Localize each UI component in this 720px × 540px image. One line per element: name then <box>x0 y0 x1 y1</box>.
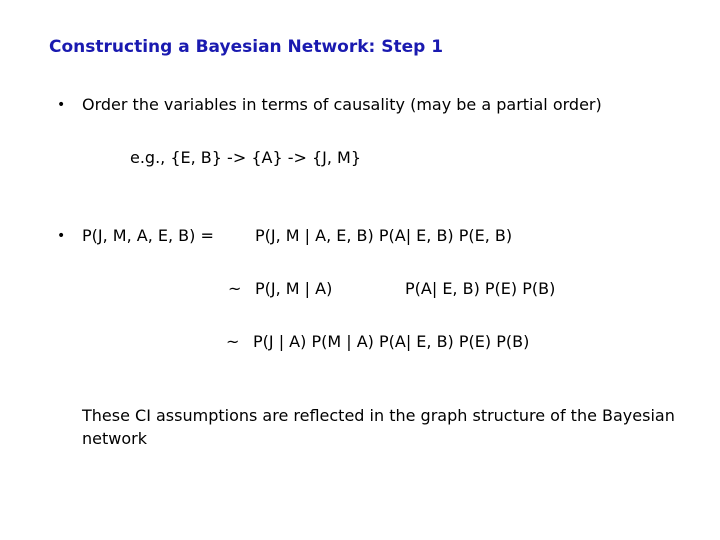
approx-1-left: P(J, M | A) <box>255 279 333 298</box>
bullet-2-glyph-visible: • <box>57 228 66 244</box>
approx-2-expression: P(J | A) P(M | A) P(A| E, B) P(E) P(B) <box>253 332 530 351</box>
approx-symbol-2: ~ <box>226 332 240 351</box>
joint-probability-lhs: P(J, M, A, E, B) = <box>82 226 214 245</box>
approx-symbol-1: ~ <box>228 279 242 298</box>
closing-paragraph: These CI assumptions are reflected in the graph structure of the Bayesian network <box>82 406 675 448</box>
bullet-1-text: Order the variables in terms of causality (may be a partial order) <box>82 95 602 114</box>
approx-1-right: P(A| E, B) P(E) P(B) <box>405 279 556 298</box>
chain-rule-rhs: P(J, M | A, E, B) P(A| E, B) P(E, B) <box>255 226 513 245</box>
slide-title: Constructing a Bayesian Network: Step 1 <box>49 37 444 57</box>
bullet-1-glyph: • <box>57 97 66 113</box>
causal-order-example: e.g., {E, B} -> {A} -> {J, M} <box>130 148 362 167</box>
